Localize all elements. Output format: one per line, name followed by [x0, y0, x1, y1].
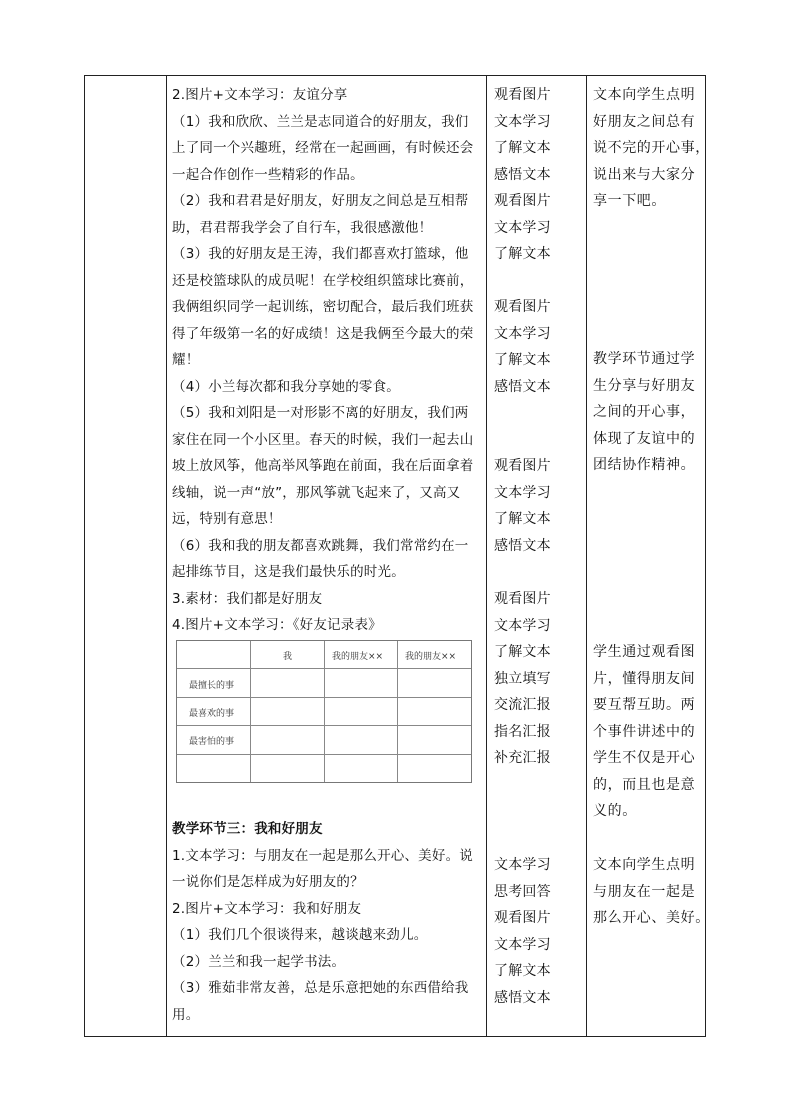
content-line: 2.图片+文本学习：我和好朋友 — [172, 900, 362, 917]
content-line: 用。 — [172, 1006, 200, 1023]
intent-line: 文本向学生点明 — [593, 87, 696, 103]
content-line: （2）我和君君是好朋友，好朋友之间总是互相帮 — [172, 193, 469, 209]
content-line: 一起合作创作一些精彩的作品。 — [172, 166, 364, 183]
activity-line: 交流汇报 — [494, 697, 551, 713]
activity-line: 观看图片 — [494, 193, 551, 209]
content-line: 我俩组织同学一起训练，密切配合，最后我们班获 — [172, 299, 474, 315]
content-line: 4.图片+文本学习：《好友记录表》 — [172, 617, 382, 633]
activity-line: 了解文本 — [494, 963, 551, 979]
table-column-divider — [486, 75, 487, 1037]
activity-line: 思考回答 — [494, 883, 551, 900]
activity-line: 指名汇报 — [494, 723, 551, 740]
content-line: 一说你们是怎样成为好朋友的？ — [172, 874, 364, 890]
table-column-divider — [586, 75, 587, 1037]
student-activity-group — [494, 82, 584, 268]
content-line: 1.文本学习：与朋友在一起是那么开心、美好。说 — [172, 847, 473, 864]
intent-line: 个事件讲述中的 — [593, 723, 696, 740]
section-three-block — [172, 816, 483, 1028]
activity-line: 观看图片 — [494, 910, 551, 926]
content-line: （1）我和欣欣、兰兰是志同道合的好朋友，我们 — [172, 113, 469, 130]
activity-line: 了解文本 — [494, 352, 551, 368]
student-activity-group — [494, 852, 584, 1011]
content-line: （6）我和我的朋友都喜欢跳舞，我们常常约在一 — [172, 537, 469, 554]
content-line: 得了年级第一名的好成绩！这是我俩至今最大的荣 — [172, 325, 474, 342]
section-title: 教学环节三：我和好朋友 — [172, 821, 323, 837]
friend-record-table — [176, 640, 472, 783]
table-header-friend-1: 我的朋友×× — [332, 652, 384, 662]
content-line: 远，特别有意思！ — [172, 511, 282, 527]
activity-line: 补充汇报 — [494, 750, 551, 766]
activity-line: 观看图片 — [494, 87, 551, 103]
intent-line: 义的。 — [593, 803, 637, 819]
content-line: 3.素材：我们都是好朋友 — [172, 590, 323, 607]
activity-line: 文本学习 — [494, 857, 551, 873]
activity-line: 独立填写 — [494, 670, 551, 687]
activity-line: 感悟文本 — [494, 378, 551, 395]
content-line: 家住在同一个小区里。春天的时候，我们一起去山 — [172, 431, 474, 448]
content-line: （2）兰兰和我一起学书法。 — [172, 953, 346, 970]
intent-line: 享一下吧。 — [593, 193, 666, 209]
design-intent-group — [593, 346, 703, 479]
content-line: 助，君君帮我学会了自行车，我很感激他！ — [172, 219, 433, 236]
intent-line: 那么开心、美好。 — [593, 910, 710, 926]
activity-line: 了解文本 — [494, 140, 551, 156]
activity-line: 文本学习 — [494, 113, 551, 130]
intent-line: 说出来与大家分 — [593, 166, 696, 183]
intent-line: 学生不仅是开心 — [593, 750, 696, 766]
table-header-friend-2: 我的朋友×× — [405, 652, 457, 662]
content-line: 线轴，说一声“放”，那风筝就飞起来了，又高又 — [172, 484, 461, 501]
table-row-label: 最害怕的事 — [189, 737, 235, 747]
intent-line: 教学环节通过学 — [593, 351, 696, 367]
activity-line: 文本学习 — [494, 325, 551, 342]
activity-line: 观看图片 — [494, 299, 551, 315]
intent-line: 说不完的开心事， — [593, 140, 710, 156]
design-intent-group — [593, 852, 710, 932]
student-activity-group — [494, 586, 584, 772]
intent-line: 文本向学生点明 — [593, 857, 696, 873]
content-line: （4）小兰每次都和我分享她的零食。 — [172, 378, 400, 395]
intent-line: 的，而且也是意 — [593, 776, 696, 793]
teaching-content-column — [172, 82, 483, 639]
activity-line: 感悟文本 — [494, 989, 551, 1006]
activity-line: 文本学习 — [494, 617, 551, 634]
table-row-label: 最喜欢的事 — [189, 709, 235, 719]
activity-line: 观看图片 — [494, 458, 551, 474]
activity-line: 感悟文本 — [494, 166, 551, 183]
student-activity-group — [494, 294, 584, 400]
table-header-me: 我 — [283, 652, 293, 662]
activity-line: 了解文本 — [494, 246, 551, 262]
design-intent-group — [593, 82, 710, 215]
activity-line: 了解文本 — [494, 511, 551, 527]
activity-line: 文本学习 — [494, 936, 551, 953]
content-line: 还是校篮球队的成员呢！在学校组织篮球比赛前， — [172, 272, 474, 289]
table-row-label: 最擅长的事 — [189, 681, 235, 691]
content-line: （3）雅茹非常友善，总是乐意把她的东西借给我 — [172, 980, 469, 996]
activity-line: 观看图片 — [494, 591, 551, 607]
content-line: 上了同一个兴趣班，经常在一起画画，有时候还会 — [172, 140, 474, 156]
content-line: （1）我们几个很谈得来，越谈越来劲儿。 — [172, 927, 428, 943]
content-line: 起排练节目，这是我们最快乐的时光。 — [172, 564, 405, 580]
activity-line: 感悟文本 — [494, 537, 551, 554]
content-line: 耀！ — [172, 352, 200, 368]
intent-line: 好朋友之间总有 — [593, 113, 696, 130]
intent-line: 与朋友在一起是 — [593, 883, 696, 900]
content-line: 2.图片+文本学习：友谊分享 — [172, 87, 348, 103]
intent-line: 学生通过观看图 — [593, 644, 696, 660]
content-line: （3）我的好朋友是王涛，我们都喜欢打篮球，他 — [172, 246, 469, 262]
activity-line: 了解文本 — [494, 644, 551, 660]
design-intent-group — [593, 639, 703, 825]
intent-line: 生分享与好朋友 — [593, 377, 696, 394]
intent-line: 之间的开心事， — [593, 404, 696, 420]
student-activity-group — [494, 453, 584, 559]
intent-line: 体现了友谊中的 — [593, 430, 696, 447]
intent-line: 片，懂得朋友间 — [593, 670, 696, 687]
intent-line: 团结协作精神。 — [593, 457, 696, 473]
section-three-paragraphs — [172, 843, 483, 1029]
activity-line: 文本学习 — [494, 219, 551, 236]
intent-line: 要互帮互助。两 — [593, 697, 696, 713]
activity-line: 文本学习 — [494, 484, 551, 501]
content-line: （5）我和刘阳是一对形影不离的好朋友，我们两 — [172, 405, 469, 421]
content-paragraphs — [172, 82, 483, 639]
table-column-divider — [166, 75, 167, 1037]
content-line: 坡上放风筝，他高举风筝跑在前面，我在后面拿着 — [172, 458, 474, 474]
